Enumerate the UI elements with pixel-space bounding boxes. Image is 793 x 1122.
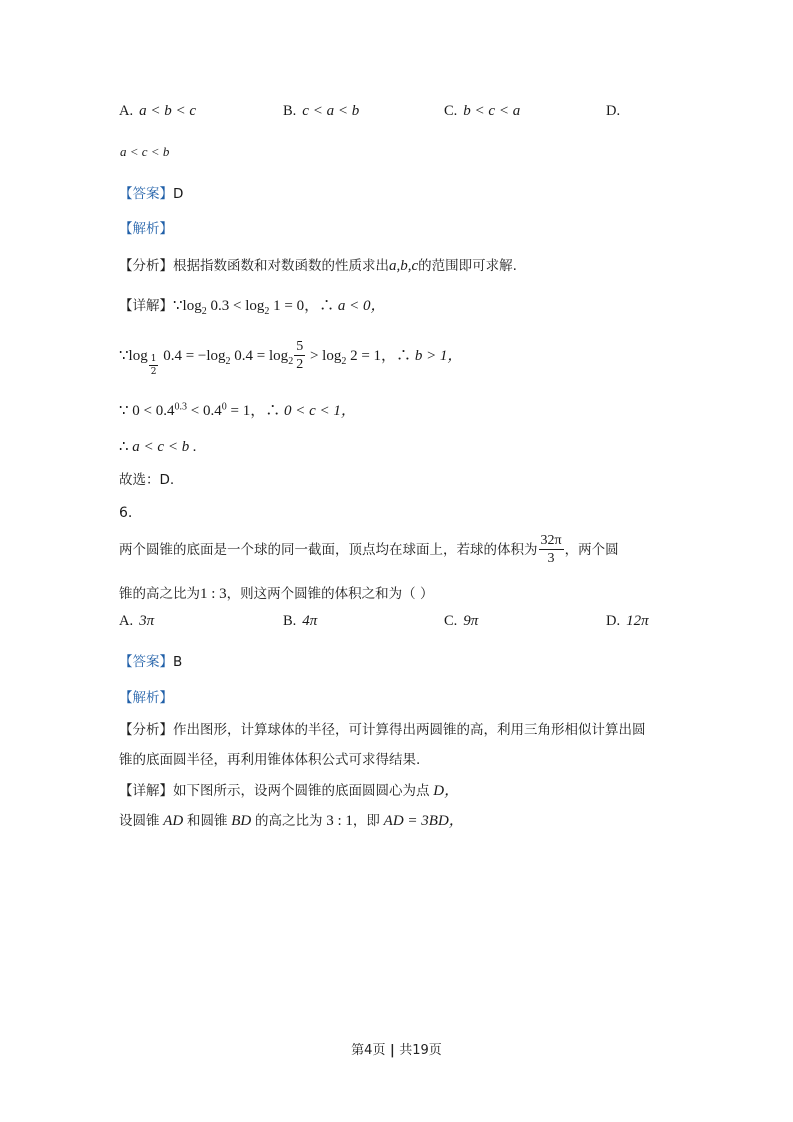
- log: log: [182, 298, 202, 314]
- math: D，: [429, 783, 460, 799]
- volume-fraction: [539, 534, 564, 566]
- therefore-symbol: ∴: [119, 439, 129, 455]
- math: 3 : 1: [322, 813, 353, 829]
- math: 0.4 =: [230, 348, 270, 364]
- exponent: 0.3: [174, 401, 188, 413]
- because-symbol: ∵: [119, 348, 129, 364]
- option-key: A.: [119, 613, 134, 629]
- because-symbol: ∵: [119, 403, 129, 419]
- page-footer: [0, 1039, 793, 1058]
- therefore-symbol: ∴: [319, 298, 335, 314]
- fenxi-vars: a,b,c: [389, 258, 419, 274]
- fenxi-text: 的范围即可求解.: [418, 258, 517, 274]
- detail-label: 【详解】: [119, 298, 173, 314]
- q6-stem-line-2: [119, 582, 433, 603]
- fraction-numerator: 5: [296, 339, 304, 354]
- q5-option-d-text: [120, 144, 169, 160]
- log: log: [245, 298, 265, 314]
- math: b > 1，: [411, 348, 463, 364]
- q6-detail-line-2: [119, 809, 464, 830]
- page-number: 第4页: [351, 1043, 386, 1058]
- answer-value: D: [173, 186, 184, 202]
- fraction-numerator: 1: [150, 354, 157, 364]
- q5-detail-line-3: [119, 399, 356, 420]
- option-key: D.: [606, 103, 621, 119]
- q6-detail-line-1: [119, 779, 459, 800]
- analysis-label: 【解析】: [119, 690, 173, 706]
- q5-answer: [119, 182, 183, 202]
- math: 2 = 1，: [346, 348, 397, 364]
- fenxi-label: 【分析】: [119, 258, 173, 274]
- fraction-denominator: 2: [296, 357, 304, 372]
- answer-value: B: [173, 654, 183, 670]
- log: log: [269, 348, 289, 364]
- choose-text: 故选：D.: [119, 472, 175, 488]
- q5-option-c: [444, 103, 520, 120]
- math: 0.4 = −: [159, 348, 207, 364]
- answer-label: 【答案】: [119, 654, 173, 670]
- because-symbol: ∵: [173, 298, 183, 314]
- option-text: 4π: [302, 613, 318, 629]
- option-key: C.: [444, 103, 458, 119]
- math: >: [306, 348, 323, 364]
- q6-option-c: [444, 613, 478, 630]
- log: log: [322, 348, 342, 364]
- footer-separator: |: [385, 1043, 400, 1058]
- q6-fenxi-line-1: [119, 718, 646, 738]
- q6-option-a: [119, 613, 154, 630]
- math: AD: [159, 813, 187, 829]
- detail-text: 的高之比为: [255, 813, 323, 829]
- q5-option-a: [119, 103, 196, 120]
- math: a < 0，: [334, 298, 386, 314]
- answer-label: 【答案】: [119, 186, 173, 202]
- fraction-denominator: 3: [547, 551, 555, 566]
- option-text: a < b < c: [139, 103, 197, 119]
- option-text: b < c < a: [463, 103, 521, 119]
- log-base: 2: [341, 355, 347, 367]
- fraction-5-2: [294, 340, 305, 372]
- detail-text: 如下图所示，设两个圆锥的底面圆圆心为点: [173, 783, 430, 799]
- log: log: [128, 348, 148, 364]
- fenxi-label: 【分析】: [119, 722, 173, 738]
- q5-detail-line-1: [119, 294, 385, 317]
- therefore-symbol: ∴: [396, 348, 412, 364]
- q6-stem-line-1: [119, 534, 619, 566]
- q6-option-b: [283, 613, 317, 630]
- math: 0 < c < 1，: [280, 403, 356, 419]
- ratio: 1 : 3: [200, 586, 227, 602]
- analysis-label: 【解析】: [119, 221, 173, 237]
- fenxi-text: 锥的底面圆半径，再利用锥体体积公式可求得结果.: [119, 752, 421, 768]
- log-base: 2: [225, 355, 231, 367]
- option-key: A.: [119, 103, 134, 119]
- q6-fenxi-line-2: [119, 748, 420, 768]
- math: = 1，: [226, 403, 266, 419]
- log-base: 2: [201, 305, 207, 317]
- stem-text: ，两个圆: [564, 542, 619, 558]
- option-key: D.: [606, 613, 621, 629]
- q5-option-b: [283, 103, 359, 120]
- therefore-symbol: ∴: [265, 403, 281, 419]
- q5-analysis-heading: [119, 217, 173, 237]
- fenxi-text: 作出图形，计算球体的半径，可计算得出两圆锥的高，利用三角形相似计算出圆: [173, 722, 646, 738]
- math: 1 = 0，: [269, 298, 320, 314]
- option-key: B.: [283, 613, 297, 629]
- detail-text: ，即: [352, 813, 380, 829]
- option-text: 12π: [626, 613, 649, 629]
- option-key: B.: [283, 103, 297, 119]
- log: log: [206, 348, 226, 364]
- fraction-numerator: 32π: [540, 533, 562, 548]
- q5-detail-line-4: [119, 437, 197, 456]
- detail-text: 和圆锥: [187, 813, 228, 829]
- option-text: 3π: [139, 613, 155, 629]
- stem-text: ，则这两个圆锥的体积之和为（ ）: [226, 586, 434, 602]
- option-key: C.: [444, 613, 458, 629]
- q5-choose: [119, 468, 174, 488]
- math: < 0.4: [187, 403, 222, 419]
- math: AD = 3BD，: [379, 813, 464, 829]
- q5-option-d: [606, 103, 626, 120]
- stem-text: 两个圆锥的底面是一个球的同一截面，顶点均在球面上，若球的体积为: [119, 542, 538, 558]
- page-total: 共19页: [399, 1043, 442, 1058]
- option-text: a < c < b: [120, 144, 170, 159]
- math: 0 < 0.4: [128, 403, 175, 419]
- log-base-fraction: [149, 355, 159, 377]
- math: 0.3 <: [206, 298, 246, 314]
- q6-analysis-heading: [119, 686, 173, 706]
- math: BD: [227, 813, 255, 829]
- detail-label: 【详解】: [119, 783, 173, 799]
- q6-option-d: [606, 613, 649, 630]
- q5-detail-line-2: [119, 340, 462, 377]
- option-text: 9π: [463, 613, 479, 629]
- fraction-denominator: 2: [150, 367, 157, 377]
- option-text: c < a < b: [302, 103, 360, 119]
- question-number: 6.: [119, 505, 133, 521]
- q6-answer: [119, 650, 182, 670]
- detail-text: 设圆锥: [119, 813, 160, 829]
- q5-fenxi: [119, 254, 517, 275]
- log-base: 2: [264, 305, 270, 317]
- stem-text: 锥的高之比为: [119, 586, 200, 602]
- log-base: 2: [288, 355, 294, 367]
- exponent: 0: [221, 401, 227, 413]
- q6-number: [119, 505, 132, 521]
- fenxi-text: 根据指数函数和对数函数的性质求出: [173, 258, 389, 274]
- math: a < c < b .: [128, 439, 197, 455]
